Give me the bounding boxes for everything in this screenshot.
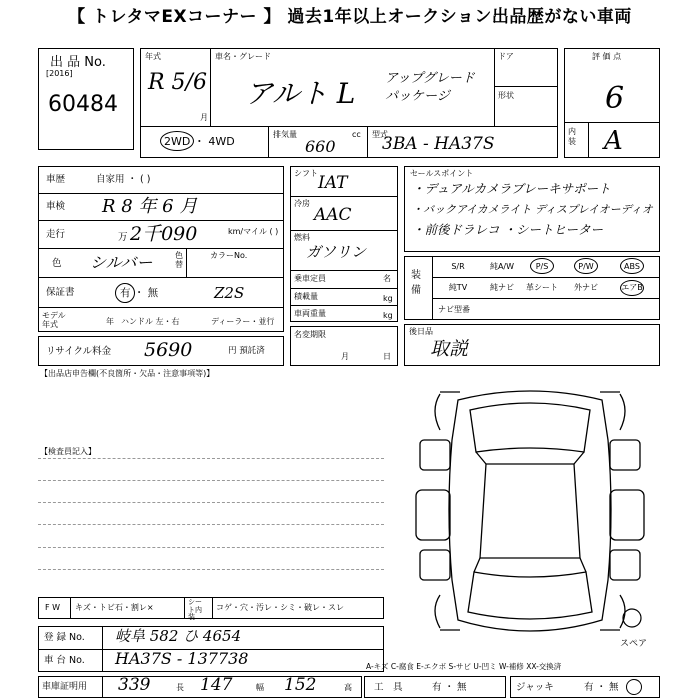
spare-label: スペア [620,639,648,649]
chassis-label: 車 台 No. [44,655,85,666]
lot-number: 60484 [48,92,118,117]
car-name: アルト L [245,77,356,110]
equip-awheel: 純A/W [489,262,515,271]
capacity-unit: 名 [383,274,391,283]
car-diagram [400,380,660,650]
certificate-u2: 幅 [256,683,264,692]
equipment-label: 装 備 [411,270,421,296]
shift-label: シフト [294,169,318,178]
recycle-label: リサイクル料金 [46,346,112,357]
mileage-man: 万 [118,232,128,243]
model-year-label: モデル年式 [42,311,66,329]
load-label: 積載量 [294,292,318,301]
model-value: 3BA - HA37S [382,134,495,154]
name-change-month: 月 [341,352,349,361]
mileage-label: 走行 [46,229,66,240]
lot-year-tag: [2016] [46,69,73,78]
name-change-label: 名変期限 [294,330,326,339]
certificate-u1: 長 [176,683,184,692]
fw-text2: コゲ・穴・汚レ・シミ・破レ・スレ [216,603,344,612]
certificate-label: 車庫証明用 [42,682,88,692]
mileage-unit: km/マイル ( ) [228,227,279,236]
warranty-value: 有 ・ 無 [120,287,159,299]
grade: アップグレード パッケージ [385,71,475,105]
fw-label: F W [45,603,61,612]
recycle-value: 5690 [144,339,193,361]
equip-pw-circle [574,258,598,274]
iro-sub: 色替 [175,251,183,269]
mileage-value: 2千090 [130,223,198,245]
dealer: ディーラー・並行 [211,317,275,326]
warranty-circle [115,283,135,303]
jack-label: ジャッキ [516,682,554,693]
fuel-value: ガソリン [306,243,367,261]
score-label: 評 価 点 [592,52,622,61]
banner-title: 【 トレタマEXコーナー 】 過去1年以上オークション出品歴がない車両 [68,7,632,27]
jack-value: 有 ・ 無 [584,682,619,693]
equip-pw: P/W [578,262,594,271]
certificate-v1: 339 [118,675,151,695]
tools-value: 有 ・ 無 [432,682,467,693]
equip-abs-circle [620,258,644,274]
sales-line-2: ・バックアイカメライト ディスプレイオーディオ [412,203,653,216]
damage-legend: A-キズ C-腐食 E-エクボ S-サビ U-凹ミ W-補修 XX-交換済 [366,662,562,671]
warranty-label: 保証書 [46,287,75,298]
displacement-label: 排気量 [273,130,297,139]
month-unit: 月 [200,113,208,122]
color-no-label: カラーNo. [210,251,248,260]
color-no-value: Z2S [214,284,245,302]
nenshiki-value: R 5/6 [148,70,207,95]
shape-label: 形状 [498,91,514,100]
weight-label: 車両重量 [294,309,326,318]
capacity-label: 乗車定員 [294,274,326,283]
equip-airbag: エアB [621,283,643,292]
color-label: 色 [52,258,62,269]
year-unit: 年 [106,317,114,326]
recycle-unit: 円 預託済 [228,346,265,356]
equip-abs: ABS [624,262,640,271]
drive-circle [160,131,194,151]
chassis-value: HA37S - 137738 [115,649,249,668]
aircon-value: AAC [314,205,352,225]
shift-value: IAT [318,173,348,193]
fw-seat-label: シート内装 [188,598,202,622]
lot-label: 出 品 No. [50,55,106,70]
fw-text1: キズ・トビ石・割レ× [75,603,154,612]
interior-label: 内 装 [568,127,576,147]
navi-type-label: ナビ型番 [438,305,470,314]
inspector-label: 【検査員記入】 [40,447,96,456]
door-label: ドア [498,52,514,61]
equip-navi: 純ナビ [490,283,514,292]
equip-sr: S/R [451,262,465,271]
handle: ハンドル 左・右 [121,317,180,326]
model-label: 型式 [372,130,388,139]
registration-value: 岐阜 582 ひ 4654 [115,627,242,645]
nenshiki-label: 年式 [145,52,161,61]
equip-tv: 純TV [448,283,468,292]
name-change-day: 日 [383,352,391,361]
shaken-value: R 8 年 6 月 [102,196,198,217]
history-value: 自家用 ・ ( ) [96,174,151,185]
certificate-v2: 147 [200,675,233,695]
equip-airbag-circle [620,280,644,296]
drive-value: 2WD ・ 4WD [164,135,235,148]
history-label: 車歴 [46,174,66,185]
car-name-label: 車名・グレード [215,52,271,61]
spare-tire-icon [623,609,641,627]
after-value: 取説 [430,338,469,360]
after-label: 後日品 [409,327,433,336]
declaration-label: 【出品店申告欄(不良箇所・欠品・注意事項等)】 [40,369,215,378]
equip-ext-navi: 外ナビ [574,283,598,292]
color-value: シルバー [90,253,153,272]
equip-ps-circle [530,258,554,274]
interior-value: A [604,126,623,156]
certificate-u3: 高 [344,683,352,692]
certificate-v3: 152 [284,675,317,695]
equip-leather: 革シート [526,283,558,292]
weight-unit: kg [383,311,393,320]
score-value: 6 [605,81,625,116]
equip-ps: P/S [535,262,549,271]
aircon-label: 冷房 [294,199,310,208]
fuel-label: 燃料 [294,233,310,242]
shaken-label: 車検 [46,201,66,212]
tools-label: 工 具 [374,682,403,693]
load-unit: kg [383,294,393,303]
registration-label: 登 録 No. [44,632,85,643]
sales-line-3: ・前後ドラレコ ・シートヒーター [412,222,603,237]
jack-circle [626,679,642,695]
sales-line-1: ・デュアルカメラブレーキサポート [412,181,611,196]
displacement-unit: cc [352,130,361,139]
displacement-value: 660 [305,137,336,156]
sales-label: セールスポイント [410,169,474,178]
